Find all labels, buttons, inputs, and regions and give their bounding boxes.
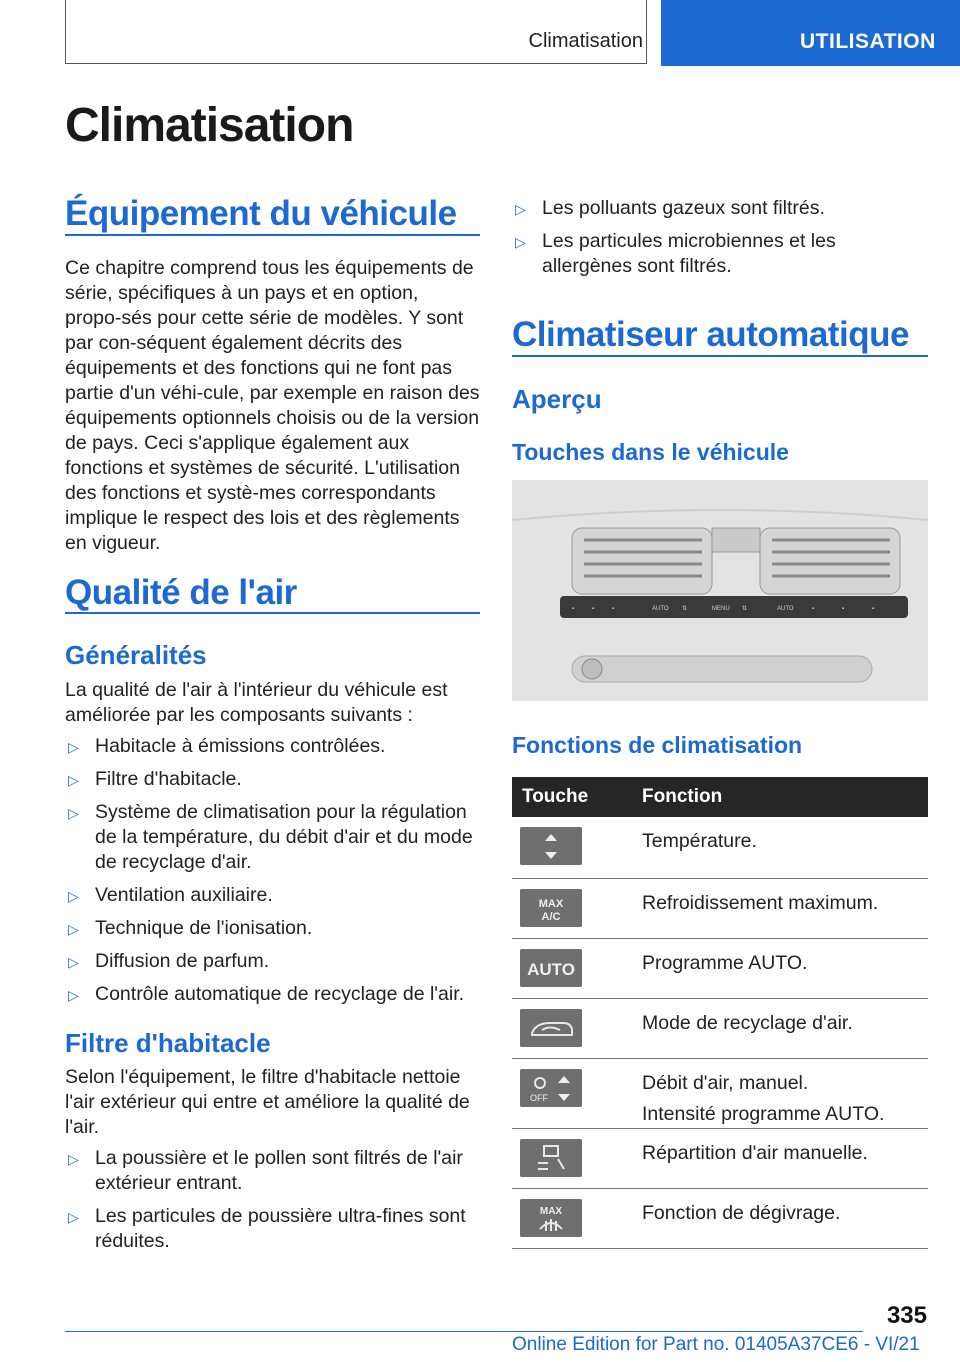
svg-text:MAX: MAX (538, 897, 564, 910)
table-row (512, 1188, 928, 1248)
list-item (512, 196, 928, 221)
table-cell-touche (512, 878, 642, 938)
heading-touches: Touches dans le véhicule (512, 439, 789, 465)
list-item-text: Filtre d'habitacle. (95, 768, 242, 790)
table-cell-fonction (642, 998, 928, 1058)
table-cell-fonction (642, 878, 928, 938)
table-cell-touche (512, 998, 642, 1058)
header-section-title: Climatisation (528, 30, 643, 52)
list-item (65, 982, 475, 1007)
svg-text:▪: ▪ (592, 606, 595, 612)
heading-equipement: Équipement du véhicule (65, 194, 457, 233)
bullet-triangle-icon: ▷ (68, 772, 79, 788)
svg-text:⇅: ⇅ (742, 606, 748, 612)
svg-text:AUTO: AUTO (652, 606, 669, 612)
heading-rule (512, 355, 928, 357)
list-item (65, 883, 475, 908)
bullet-triangle-icon: ▷ (68, 987, 79, 1003)
svg-text:▪: ▪ (612, 606, 615, 612)
bullet-triangle-icon: ▷ (68, 805, 79, 821)
list-item-text: Contrôle automatique de recyclage de l'air. (95, 983, 465, 1005)
footer-rule (65, 1331, 863, 1332)
svg-text:AUTO: AUTO (527, 959, 575, 979)
svg-text:MENU: MENU (712, 606, 730, 612)
list-item-text: Système de climatisation pour la régulation de la température, du débit d'air et du mode de recyclage d'air. (95, 801, 473, 873)
paragraph-equipement: Ce chapitre comprend tous les équipements de série, spécifiques à un pays et en option, propo-sés pour cette série de modèles. Y sont par con-séquent également décrits des équipements et des fonctions qui ne font pas partie d'un véhi-cule, par exemple en raison des équipements optionnels choisis ou de la version de pays. Ceci s'applique également aux fonctions et systèmes de sécurité. L'utilisation des fonctions et systè-mes correspondants implique le respect des lois et des règlements en vigueur. (65, 257, 480, 554)
bullet-triangle-icon: ▷ (515, 201, 526, 217)
list-item (65, 800, 475, 875)
bullet-triangle-icon: ▷ (68, 921, 79, 937)
function-text: Mode de recyclage d'air. (642, 1011, 853, 1034)
list-item (65, 1146, 475, 1196)
bullet-triangle-icon: ▷ (68, 1151, 79, 1167)
table-cell-touche (512, 938, 642, 998)
table-cell-fonction (642, 938, 928, 998)
defrost-icon (520, 1199, 582, 1237)
function-text: Répartition d'air manuelle. (642, 1141, 868, 1164)
page-title: Climatisation (65, 99, 354, 152)
list-filtre (65, 1146, 475, 1262)
svg-text:OFF: OFF (530, 1092, 548, 1103)
recirculation-icon (520, 1009, 582, 1047)
function-text: Refroidissement maximum. (642, 891, 879, 914)
table-cell-fonction (642, 1128, 928, 1188)
table-row (512, 1058, 928, 1128)
svg-text:AUTO: AUTO (777, 606, 794, 612)
bullet-triangle-icon: ▷ (68, 888, 79, 904)
list-item (65, 1204, 475, 1254)
bullet-triangle-icon: ▷ (515, 234, 526, 250)
table-cell-fonction (642, 1058, 928, 1128)
temperature-arrows-icon (520, 827, 582, 865)
table-header-touche: Touche (512, 777, 642, 817)
page-number: 335 (886, 1302, 927, 1329)
table-row (512, 878, 928, 938)
list-item-text: Les particules de poussière ultra-fines sont réduites. (95, 1205, 466, 1252)
list-item (512, 229, 928, 279)
svg-text:▪: ▪ (872, 606, 875, 612)
function-text: Débit d'air, manuel. (642, 1071, 809, 1094)
heading-fonctions: Fonctions de climatisation (512, 732, 803, 758)
table-cell-touche (512, 817, 642, 878)
table-cell-fonction (642, 1188, 928, 1248)
svg-text:A/C: A/C (541, 910, 561, 923)
function-text-secondary: Intensité programme AUTO. (642, 1102, 885, 1125)
svg-text:▪: ▪ (812, 606, 815, 612)
list-item-text: Habitacle à émissions contrôlées. (95, 735, 386, 757)
list-item (65, 949, 475, 974)
auto-icon (520, 949, 582, 987)
list-item-text: La poussière et le pollen sont filtrés de l'air extérieur entrant. (95, 1147, 463, 1194)
air-distribution-icon (520, 1139, 582, 1177)
table-row (512, 1128, 928, 1188)
table-row (512, 998, 928, 1058)
list-generalites (65, 734, 475, 1015)
list-item-text: Technique de l'ionisation. (95, 917, 313, 939)
list-item-text: Les particules microbiennes et les allergènes sont filtrés. (542, 230, 836, 277)
table-row (512, 817, 928, 878)
list-item-text: Diffusion de parfum. (95, 950, 270, 972)
table-header-fonction: Fonction (642, 777, 928, 817)
bullet-triangle-icon: ▷ (68, 739, 79, 755)
fan-icon (520, 1069, 582, 1107)
table-cell-fonction (642, 817, 928, 878)
heading-qualite: Qualité de l'air (65, 573, 297, 612)
max-ac-icon (520, 889, 582, 927)
bullet-triangle-icon: ▷ (68, 954, 79, 970)
list-item (65, 734, 475, 759)
heading-climatiseur: Climatiseur automatique (512, 315, 909, 354)
list-item (65, 916, 475, 941)
table-cell-touche (512, 1058, 642, 1128)
svg-text:MAX: MAX (539, 1205, 563, 1217)
function-text: Programme AUTO. (642, 951, 808, 974)
heading-filtre: Filtre d'habitacle (65, 1028, 271, 1058)
functions-table (512, 777, 928, 1249)
function-text: Température. (642, 830, 757, 852)
header-chapter-tab: UTILISATION (661, 0, 960, 66)
heading-rule (65, 612, 480, 614)
list-item (65, 767, 475, 792)
svg-text:⇅: ⇅ (682, 606, 688, 612)
control-panel-photo (512, 480, 928, 701)
list-filtered (512, 196, 928, 287)
bullet-triangle-icon: ▷ (68, 1209, 79, 1225)
table-cell-touche (512, 1128, 642, 1188)
paragraph-generalites: La qualité de l'air à l'intérieur du véhicule est améliorée par les composants suivants : (65, 679, 448, 726)
table-cell-touche (512, 1188, 642, 1248)
heading-rule (65, 234, 480, 236)
svg-text:▪: ▪ (842, 606, 845, 612)
svg-text:▪: ▪ (572, 606, 575, 612)
paragraph-filtre: Selon l'équipement, le filtre d'habitacle nettoie l'air extérieur qui entre et améliore la qualité de l'air. (65, 1066, 470, 1138)
footer-edition: Online Edition for Part no. 01405A37CE6 - VI/21 (512, 1334, 920, 1355)
control-panel-illustration (512, 480, 928, 701)
table-row (512, 938, 928, 998)
function-text: Fonction de dégivrage. (642, 1201, 841, 1224)
list-item-text: Ventilation auxiliaire. (95, 884, 273, 906)
heading-generalites: Généralités (65, 640, 207, 670)
list-item-text: Les polluants gazeux sont filtrés. (542, 197, 825, 219)
heading-apercu: Aperçu (512, 384, 602, 414)
